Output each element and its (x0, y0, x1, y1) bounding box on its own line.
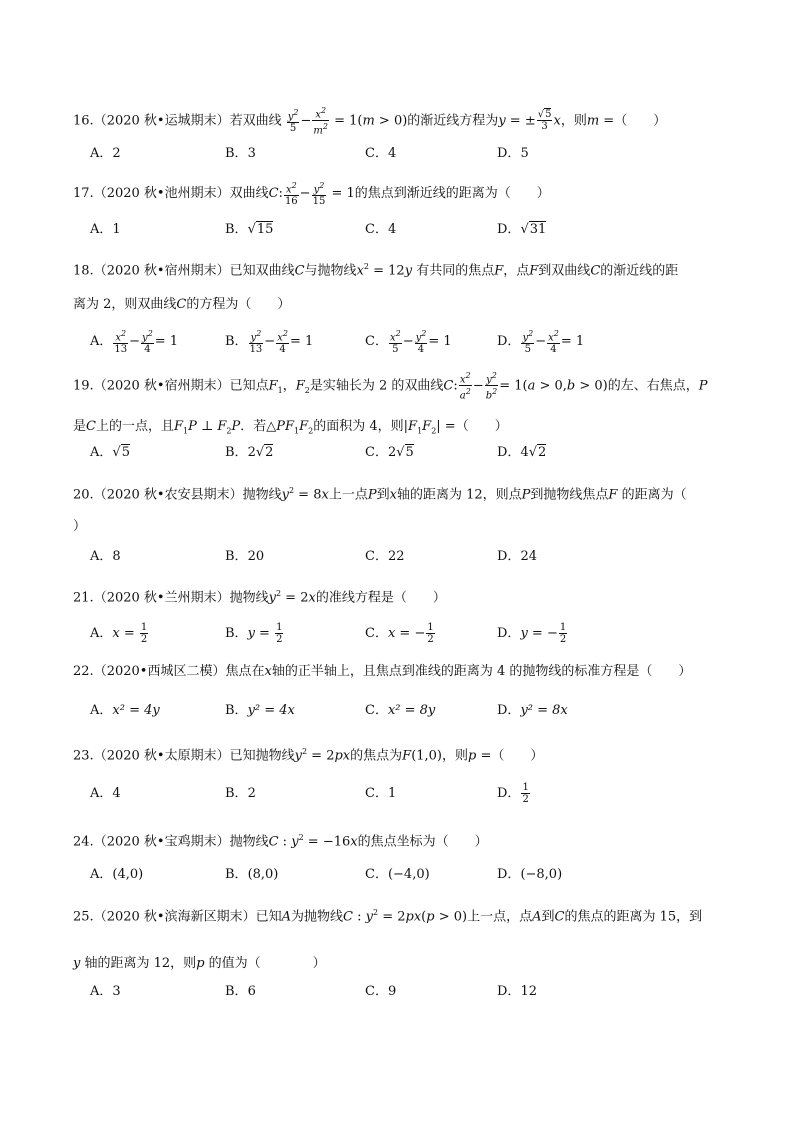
question-text: 双曲线 (229, 186, 269, 202)
question-source: （2020 秋•滨海新区期末） (93, 909, 256, 925)
option-b[interactable]: B．2√2 (225, 445, 274, 460)
options-18 (90, 328, 650, 354)
answer-paren: （ ） (639, 664, 692, 679)
question-23: 23.（2020 秋•太原期末）已知抛物线$y^2 = 2px$的焦点为F(1,0)，则p =（ ） (73, 747, 544, 764)
options-22 (90, 699, 650, 723)
question-source: （2020 秋•太原期末） (93, 748, 230, 764)
option-a[interactable]: A．8 (90, 549, 121, 564)
options-21 (90, 622, 650, 650)
option-b[interactable]: B．√15 (225, 222, 274, 237)
question-number: 16. (73, 113, 94, 129)
option-b[interactable]: B．y = $\frac{1}{2}$ (225, 622, 283, 645)
option-d[interactable]: D．(−8,0) (497, 867, 563, 882)
option-d[interactable]: D．12 (497, 984, 537, 999)
option-d[interactable]: D． $\frac{y^2}{5}$ − $\frac{x^2}{4}$ = 1 (497, 329, 585, 356)
option-d[interactable]: D．4√2 (497, 445, 547, 460)
question-number: 23. (73, 748, 94, 764)
option-a[interactable]: A． $\frac{x^2}{13}$ − $\frac{y^2}{4}$ = 1 (90, 329, 179, 356)
answer-paren: （ ） (497, 186, 550, 202)
option-c[interactable]: C．22 (365, 549, 405, 564)
options-17 (90, 218, 650, 242)
question-source: （2020 秋•池州期末） (93, 186, 230, 202)
options-25 (90, 980, 650, 1004)
question-text: 若双曲线 (229, 113, 282, 129)
answer-paren: （ ） (393, 590, 446, 606)
option-d[interactable]: D．√31 (497, 222, 547, 237)
option-d[interactable]: D． $\frac{1}{2}$ (497, 782, 529, 805)
question-source: （2020 秋•农安县期末） (93, 487, 243, 503)
options-23 (90, 782, 650, 810)
question-20: 20.（2020 秋•农安县期末）抛物线$y^2 = 8x$上一点P到x轴的距离为 12，则点P到抛物线焦点F 的距离为（ ） (73, 486, 687, 535)
options-19 (90, 441, 650, 465)
question-number: 25. (73, 909, 94, 925)
option-b[interactable]: B． $\frac{y^2}{13}$ − $\frac{x^2}{4}$ = 1 (225, 329, 314, 356)
question-number: 22. (73, 664, 94, 679)
option-c[interactable]: C．x = − $\frac{1}{2}$ (365, 622, 434, 645)
option-d[interactable]: D．y² = 8x (497, 703, 568, 718)
question-text: 的焦点到渐近线的距离为 (354, 186, 498, 202)
option-c[interactable]: C．9 (365, 984, 397, 999)
question-text: 的渐近线方程为 (407, 113, 499, 129)
question-24: 24.（2020 秋•宝鸡期末）抛物线C : $y^2 = -16x$的焦点坐标为（ ） (73, 833, 488, 850)
question-source: （2020 秋•兰州期末） (93, 590, 230, 606)
answer-paren: （ ） (614, 113, 667, 129)
question-number: 20. (73, 487, 94, 503)
option-c[interactable]: C．2√5 (365, 445, 414, 460)
option-d[interactable]: D．24 (497, 549, 537, 564)
option-a[interactable]: A．3 (90, 984, 121, 999)
options-20 (90, 545, 650, 569)
option-b[interactable]: B．2 (225, 786, 256, 801)
question-16: 16.（2020 秋•运城期末）若双曲线 $\frac{y^2}{5}$ − $\frac{x^2}{m^2}$ = 1(m > 0)的渐近线方程为y = ± $\frac{√5}{3}$ x，则m =（ ） (73, 106, 667, 137)
question-22: 22.（2020•西城区二模）焦点在x轴的正半轴上，且焦点到准线的距离为 4 的抛物线的标准方程是（ ） (73, 664, 692, 679)
option-c[interactable]: C．1 (365, 786, 397, 801)
question-21: 21.（2020 秋•兰州期末）抛物线$y^2 = 2x$的准线方程是（ ） (73, 589, 446, 606)
question-source: （2020 秋•宿州期末） (93, 378, 230, 394)
options-16 (90, 142, 650, 166)
question-source: （2020 秋•宝鸡期末） (93, 834, 230, 850)
option-a[interactable]: A．2 (90, 146, 121, 161)
option-c[interactable]: C．x² = 8y (365, 703, 436, 718)
question-source: （2020•西城区二模） (93, 664, 226, 679)
option-a[interactable]: A．(4,0) (90, 867, 144, 882)
option-b[interactable]: B．(8,0) (225, 867, 279, 882)
option-a[interactable]: A．x² = 4y (90, 703, 160, 718)
option-b[interactable]: B．20 (225, 549, 265, 564)
option-d[interactable]: D．y = − $\frac{1}{2}$ (497, 622, 567, 645)
option-b[interactable]: B．3 (225, 146, 256, 161)
answer-paren: （ ） (247, 956, 326, 972)
question-number: 21. (73, 590, 94, 606)
question-number: 24. (73, 834, 94, 850)
question-18: 18.（2020 秋•宿州期末）已知双曲线C与抛物线$x^2 = 12y$ 有共同的焦点F，点F到双曲线C的渐近线的距 离为 2，则双曲线C的方程为（ ） (73, 262, 679, 313)
options-24 (90, 863, 650, 887)
option-c[interactable]: C．4 (365, 146, 397, 161)
question-number: 17. (73, 186, 94, 202)
option-c[interactable]: C． $\frac{x^2}{5}$ − $\frac{y^2}{4}$ = 1 (365, 329, 452, 356)
option-a[interactable]: A．x = $\frac{1}{2}$ (90, 622, 148, 645)
option-c[interactable]: C．(−4,0) (365, 867, 430, 882)
question-number: 19. (73, 378, 94, 394)
answer-paren: （ ） (491, 748, 544, 764)
option-b[interactable]: B．6 (225, 984, 256, 999)
question-19: 19.（2020 秋•宿州期末）已知点$F_1$，$F_2$是实轴长为 2 的双曲线C: $\frac{x^2}{a^2}$ − $\frac{y^2}{b^2}$ = 1(a > 0,b > 0)的左、右焦点，P 是C上的一点，且$F_1P$ ⊥ $F_2P$．若$\triangle PF_1F_2$的面积为 4，则$|F_1F_2|$ =（ ） (73, 371, 708, 436)
option-b[interactable]: B．y² = 4x (225, 703, 295, 718)
question-25: 25.（2020 秋•滨海新区期末）已知A为抛物线C : $y^2 = 2px(p > 0)$上一点，点A到C的焦点的距离为 15，到 y 轴的距离为 12，则p 的值为（ ） (73, 908, 703, 972)
question-17: 17.（2020 秋•池州期末）双曲线C: $\frac{x^2}{16}$ − $\frac{y^2}{15}$ = 1的焦点到渐近线的距离为（ ） (73, 181, 550, 208)
answer-paren: （ ） (455, 418, 508, 434)
option-c[interactable]: C．4 (365, 222, 397, 237)
question-number: 18. (73, 263, 94, 279)
option-d[interactable]: D．5 (497, 146, 529, 161)
answer-paren: （ ） (435, 834, 488, 850)
question-source: （2020 秋•宿州期末） (93, 263, 230, 279)
option-a[interactable]: A．4 (90, 786, 121, 801)
question-source: （2020 秋•运城期末） (93, 113, 230, 129)
option-a[interactable]: A．1 (90, 222, 121, 237)
option-a[interactable]: A．√5 (90, 445, 130, 460)
question-text: ，则 (560, 113, 587, 129)
answer-paren: （ ） (238, 297, 291, 313)
